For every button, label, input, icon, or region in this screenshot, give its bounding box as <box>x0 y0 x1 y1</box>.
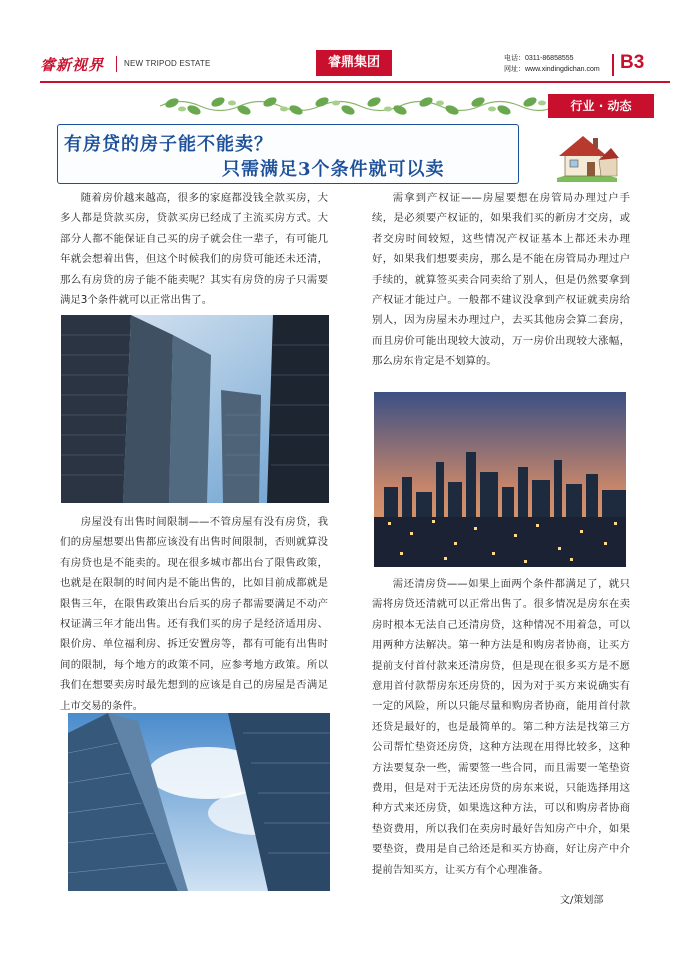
headline-line-1: 有房贷的房子能不能卖？ <box>64 134 273 155</box>
col2-paragraph-2: 需还清房贷——如果上面两个条件都满足了，就只需将房贷还清就可以正常出售了。很多情况是房东在卖房时根本无法自己还清房贷，这种情况不用着急，可以用两种方法解决。第一种方法是和购房者协商，让买方提前支付首付款来还清房贷，但是现在很多买方是不愿意用首付款帮房东还房贷的，因为对于买方来说确实有一定的风险，所以只能尽量和购房者协商，能用首付款还贷是最好的，也是最简单的。第二种方法是找第三方公司帮忙垫资还房贷，这种方法现在用得比较多，这种方法要复杂一些，需要签一些合同，而且需要一笔垫资费用，但是对于无法还房贷的房东来说，只能选择用这种方式来还房贷，如果选这种方法，可以和购房者协商垫资费用，所以我们在卖房时最好告知房产中介，如果要垫资，费用是自己给还是和买方协商，好让房产中介提前告知买方，让买方有个心理准备。 <box>372 578 630 876</box>
headline-line-2: 只需满足3个条件就可以卖 <box>222 159 445 180</box>
divider <box>612 54 614 76</box>
col1-paragraph-2: 房屋没有出售时间限制——不管房屋有没有房贷，我们的房屋想要出售都应该没有出售时间限制，否则就算没有房贷也是不能卖的。现在很多城市都出台了限售政策，也就是在限制的时间内是不能出售的，比如目前成都就是限售三年，在限售政策出台后买的房子都需要满足不动产权证满三年才能出售。还有我们买的房子是经济适用房、限价房、单位福利房、拆迁安置房等，都有可能有出售时间的限制，每个地方的政策不同，应参考地方政策。所以我们在想要卖房时最先想到的应该是自己的房屋是否满足上市交易的条件。 <box>60 516 328 712</box>
city-night-photo <box>374 392 626 567</box>
estate-label: NEW TRIPOD ESTATE <box>124 59 211 68</box>
author-credit: 文/策划部 <box>560 895 604 906</box>
col2-paragraph-1: 需拿到产权证——房屋要想在房管局办理过户手续，是必须要产权证的，如果我们买的新房才交房，或者交房时间较短，这些情况产权证基本上都还未办理好，如果我们想要卖房，那么是不能在房管局办理过户手续的，就算签买卖合同卖给了别人，但是仍然要拿到产权证才能过户。一般都不建议没拿到产权证就卖房给别人，因为房屋未办理过户，去买其他房会算二套房，而且房价可能出现较大波动，万一房价出现较大涨幅，那么房东肯定是不划算的。 <box>372 192 630 368</box>
page-number: B3 <box>620 52 645 73</box>
col1-paragraph-1: 随着房价越来越高，很多的家庭都没钱全款买房，大多人都是贷款买房，贷款买房已经成了主流买房方式。大部分人都不能保证自己买的房子就会住一辈子，有可能几年就会想着出售，但这个时候我们的房贷可能还未还清，那么有房贷的房子能不能卖呢？其实有房贷的房子只需要满足3个条件就可以正常出售了。 <box>60 192 328 307</box>
masthead <box>40 50 670 80</box>
header-rule <box>40 81 670 83</box>
contact-info <box>504 53 600 75</box>
leaf-vine-icon <box>160 95 555 117</box>
glass-tower-photo <box>68 713 330 891</box>
brand-badge: 睿鼎集团 <box>316 50 392 76</box>
phone-text: 电话：0311-86858555 <box>504 55 574 62</box>
house-icon <box>553 130 621 182</box>
section-tag: 行业 · 动态 <box>548 94 654 118</box>
newspaper-logo: 睿新视界 <box>40 56 105 74</box>
skyscraper-photo <box>61 315 329 503</box>
divider <box>116 56 117 72</box>
website-text: 网址：www.xindingdichan.com <box>504 66 600 73</box>
